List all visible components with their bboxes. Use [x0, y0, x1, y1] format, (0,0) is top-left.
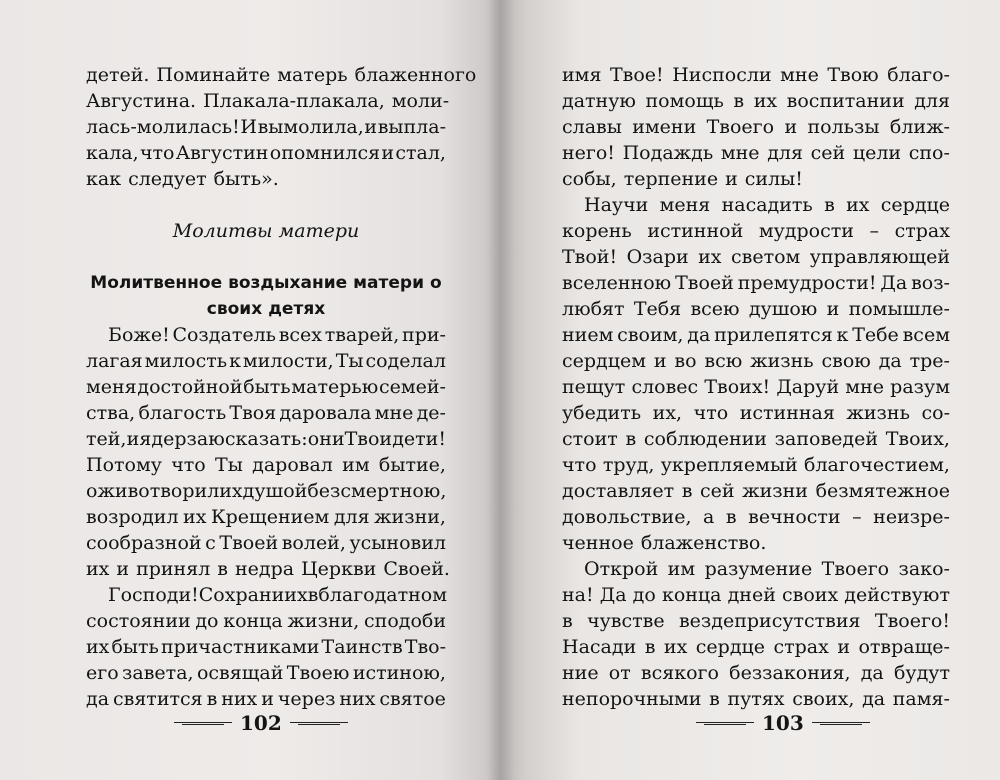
folio-rule-left — [696, 721, 754, 726]
text-line: Потому что Ты даровал им бытие, — [86, 454, 446, 476]
text-line: сообразной с Твоей волей, усыновил — [86, 532, 446, 554]
text-line: собы, терпение и силы! — [562, 168, 803, 190]
text-line: него! Подаждь мне для сей цели спо- — [562, 142, 950, 164]
text-line: корень истинной мудрости – страх — [562, 220, 950, 242]
text-line: любят Тебя всею душою и помышле- — [562, 298, 950, 320]
text-line: да святится в них и через них святое — [86, 688, 446, 710]
folio-rule-left — [174, 721, 232, 726]
text-line — [86, 244, 446, 270]
right-page-text — [562, 62, 950, 712]
text-line: Господи! Сохрани их в благодатном — [108, 584, 448, 606]
right-page-number: 103 — [762, 711, 804, 735]
text-line: Твой! Озари их светом управляющей — [562, 246, 950, 268]
text-line: Открой им разумение Твоего зако- — [584, 558, 950, 580]
text-line: на! Да до конца дней своих действуют — [562, 584, 950, 606]
text-line: ченное блаженство. — [562, 532, 767, 554]
book-gutter-shadow — [488, 0, 514, 780]
text-line: кала, что Августин опомнился и стал, — [86, 142, 446, 164]
text-line: сердцем и во всю жизнь свою да тре- — [562, 350, 950, 372]
text-line: Августина. Плакала-плакала, моли- — [86, 90, 450, 112]
text-line: их быть причастниками Таинств Тво- — [86, 636, 446, 658]
text-line: нием своим, да прилепятся к Тебе всем — [562, 324, 950, 346]
text-line: ства, благость Твоя даровала мне де- — [86, 402, 446, 424]
text-line: как следует быть». — [86, 168, 279, 190]
text-line: Научи меня насадить в их сердце — [584, 194, 950, 216]
text-line: непорочными в путях своих, да памя- — [562, 688, 950, 710]
text-line: их и принял в недра Церкви Своей. — [86, 558, 450, 580]
text-line: оживотворил их душой безсмертною, — [86, 480, 447, 502]
text-line: славы имени Твоего и пользы ближ- — [562, 116, 950, 138]
text-line: возродил их Крещением для жизни, — [86, 506, 446, 528]
text-line: убедить их, что истинная жизнь со- — [562, 402, 950, 424]
text-line: Боже! Создатель всех тварей, при- — [108, 324, 446, 346]
text-line: лагая милость к милости, Ты соделал — [86, 350, 446, 372]
text-line: меня достойной быть матерью семей- — [86, 376, 446, 398]
text-line: Молитвы матери — [172, 220, 360, 242]
text-line: что труд, укрепляемый благочестием, — [562, 454, 950, 476]
text-line: своих детях — [206, 299, 326, 319]
right-page-folio — [696, 708, 870, 738]
text-line: имя Твое! Ниспосли мне Твою благо- — [562, 64, 950, 86]
text-line: довольствие, а в вечности – неизре- — [562, 506, 950, 528]
text-line: ние от всякого беззакония, да будут — [562, 662, 950, 684]
text-line: лась-молилась! И вымолила, и выпла- — [86, 116, 446, 138]
text-line: Насади в их сердце страх и отвраще- — [562, 636, 950, 658]
text-line: его завета, освящай Твоею истиною, — [86, 662, 446, 684]
text-line: состоянии до конца жизни, сподоби — [86, 610, 446, 632]
left-page-number: 102 — [240, 711, 282, 735]
text-line: тей, и я дерзаю сказать: они Твои дети! — [86, 428, 446, 450]
text-line: в чувстве вездеприсутствия Твоего! — [562, 610, 950, 632]
left-page-text — [86, 62, 477, 712]
text-line: детей. Поминайте матерь блаженного — [86, 64, 477, 86]
text-line: вселенною Твоей премудрости! Да воз- — [562, 272, 950, 294]
text-line — [86, 192, 446, 218]
left-page-folio — [174, 708, 348, 738]
text-line: стоит в соблюдении заповедей Твоих, — [562, 428, 950, 450]
folio-rule-right — [812, 721, 870, 726]
text-line: Молитвенное воздыхание матери о — [90, 273, 442, 293]
text-line: пещут словес Твоих! Даруй мне разум — [562, 376, 950, 398]
folio-rule-right — [290, 721, 348, 726]
text-line: доставляет в сей жизни безмятежное — [562, 480, 950, 502]
right-page — [500, 0, 1000, 780]
text-line: датную помощь в их воспитании для — [562, 90, 950, 112]
